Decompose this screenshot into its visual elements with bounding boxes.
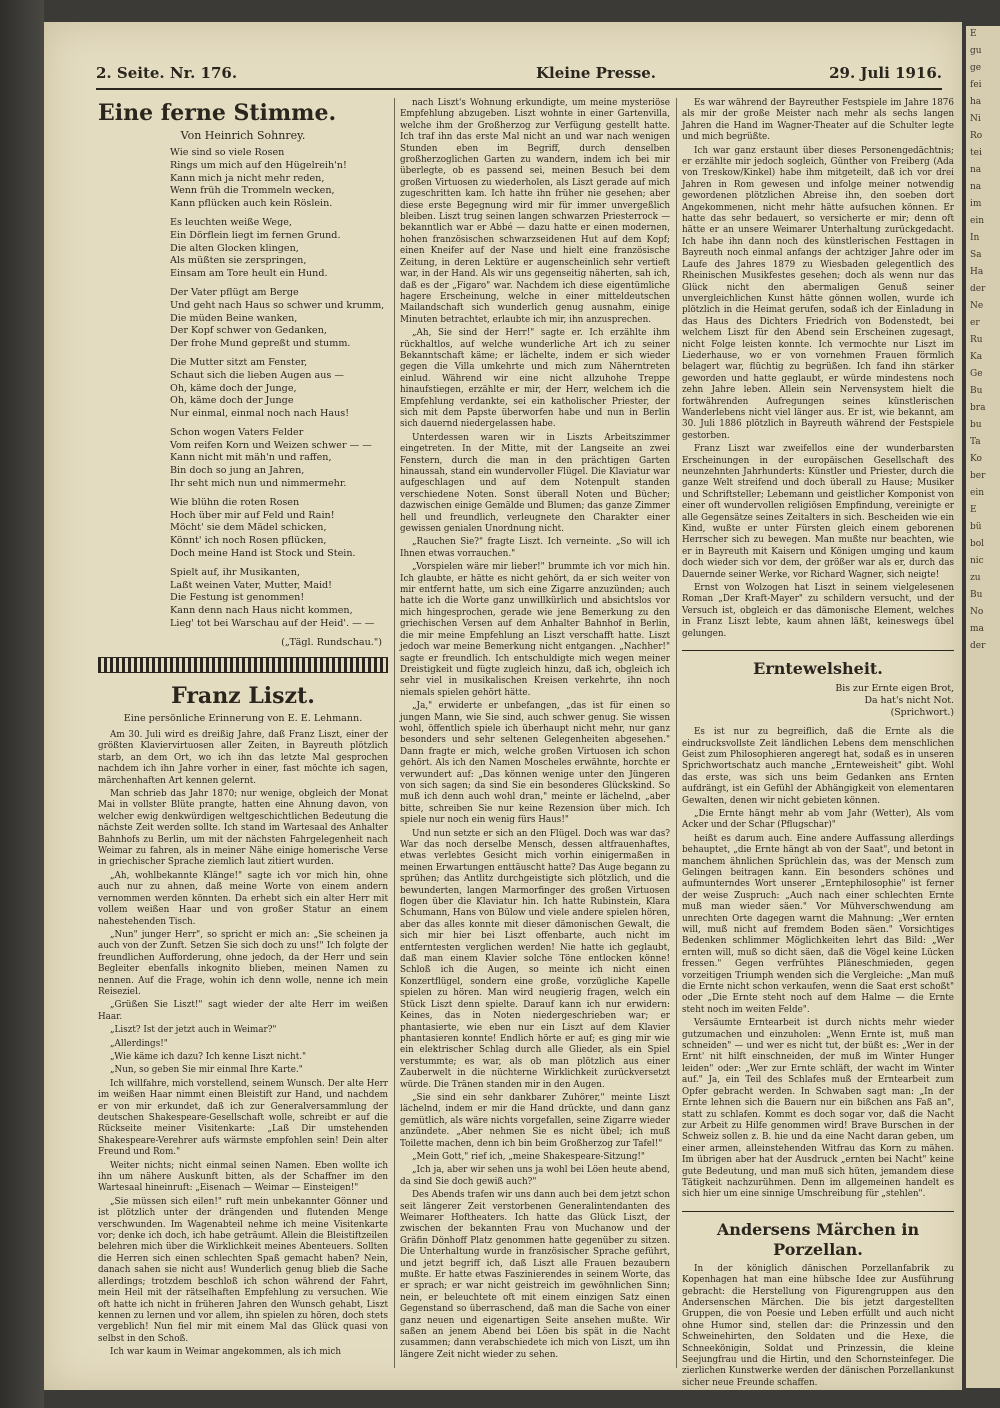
article-paragraph: Man schrieb das Jahr 1870; nur wenige, obgleich der Monat Mai in vollster Blüte prangte, hatten eine Ahnung davon, von welcher ewig denkwürdigen weltgeschichtlichen Bedeutung die nächste Zeit werden sollte. Ich stand im Wartesaal des Anhalter Bahnhofs zu Berlin, um mit der nächsten Fahrgelegenheit nach Weimar zu fahren, als in meiner Nähe einige homerische Verse in griechischer Sprache ziemlich laut zitiert wurden. xyxy=(98,789,388,868)
poem-line: Hoch über mir auf Feld und Rain! xyxy=(170,509,335,521)
adjacent-page-fragment: Ha xyxy=(970,267,984,277)
poem-line: Einsam am Tore heult ein Hund. xyxy=(170,267,328,279)
article-paragraph: „Ja," erwiderte er unbefangen, „das ist für einen so jungen Mann, wie Sie sind, auch schwer genug. Sie wissen wohl, öffentlich spiele ich überhaupt nicht mehr, nur ganz besonders und sehr seltenen Gelegenheiten abgesehen." Dann fragte er mich, welche großen Virtuosen ich schon gehört. Als ich den Namen Moscheles erwähnte, horchte er verwundert auf: „Das können wenige unter den Jüngeren von sich sagen; da sind Sie ein besonderes Glückskind. So muß ich denn auch wohl dran," meinte er lächelnd, „aber bitte, schreiben Sie nur keine Rezension über mich. Ich spiele nur noch ein wenig fürs Haus!" xyxy=(400,701,670,826)
poem-source: („Tägl. Rundschau.") xyxy=(281,637,382,649)
article-paragraph: „Rauchen Sie?" fragte Liszt. Ich verneinte. „So will ich Ihnen etwas vorrauchen." xyxy=(400,537,670,559)
article-paragraph: heißt es darum auch. Eine andere Auffassung allerdings behauptet, „die Ernte hängt ab von der Saat", und betont in manchem ähnlichen Sprüchlein das, was der Mensch zum Gelingen beitragen kann. Ein besonders schönes und aufmunterndes Wort unserer „Erntephilosophie" ist ferner der weise Zuspruch: „Auch nach einer schlechten Ernte muß man wieder säen." Vor Mühverschwendung am unrechten Orte dagegen warnt die Mahnung: „Wer ernten will, muß nicht auf fremdem Boden säen." Vorsichtiges Bedenken schlimmer Möglichkeiten lehrt das Bild: „Wer ernten will, muß so dicht säen, daß die Vögel keine Lücken fressen." Gegen verfrühtes Pläneschmieden, gegen vorzeitigen Triumph wenden sich die Vergleiche: „Man muß die Ernte nicht schon verkaufen, wenn die Saat erst schoßt" oder „Die Ernte steht noch auf dem Halme — die Ernte steht noch im weiten Felde". xyxy=(682,833,954,1015)
poem-line: Könnt' ich noch Rosen pflücken, xyxy=(170,535,327,547)
adjacent-page-fragment: Ne xyxy=(970,301,984,311)
poem-line: Kann nicht mit mäh'n und raffen, xyxy=(170,452,332,464)
poem-line: Möcht' sie dem Mädel schicken, xyxy=(170,522,327,534)
adjacent-page-fragment: Bu xyxy=(970,590,983,600)
poem-line: Kann denn nach Haus nicht kommen, xyxy=(170,605,353,616)
adjacent-page-fragment: Ge xyxy=(970,369,983,379)
adjacent-page-fragment: ge xyxy=(970,63,982,73)
adjacent-page-fragment: E xyxy=(970,505,977,515)
column-rule xyxy=(676,98,677,1368)
article-paragraph: „Allerdings!" xyxy=(110,1038,168,1049)
adjacent-page-fragment: Sa xyxy=(970,250,982,260)
ernte-motto xyxy=(682,683,954,719)
article-paragraph: „Nun, so geben Sie mir einmal Ihre Karte." xyxy=(110,1065,303,1076)
poem-line: Wenn früh die Trommeln wecken, xyxy=(170,185,335,197)
page-header xyxy=(96,58,942,90)
poem-line: Nur einmal, einmal noch nach Haus! xyxy=(170,407,350,419)
article-paragraph: „Wie käme ich dazu? Ich kenne Liszt nicht." xyxy=(110,1051,307,1062)
scan-margin xyxy=(0,0,44,1408)
article-paragraph: Am 30. Juli wird es dreißig Jahre, daß Franz Liszt, einer der größten Klaviervirtuosen aller Zeiten, in Bayreuth plötzlich starb, an dem Ort, wo ich ihn das letzte Mal gesprochen nachdem ich ihn Jahre vorher in einer, fast möchte ich sagen, märchenhaften Art kennen gelernt. xyxy=(98,730,388,786)
article-paragraph: Des Abends trafen wir uns dann auch bei dem jetzt schon seit längerer Zeit verstorbenen Generalintendanten des Weimarer Hoftheaters. Ich hatte das Glück Liszt, der zwischen der bekannten Frau von Muchanow und der Gräfin Dönhoff Platz genommen hatte gegenüber zu sitzen. Die Unterhaltung wurde in französischer Sprache geführt, und jetzt begriff ich, daß Liszt alle Frauen bezaubern mußte. Er hatte etwas Faszinierendes in seinem Worte, das er sprach; er war nicht geistreich im gewöhnlichen Sinn; nein, er beleuchtete oft mit einem einzigen Satz einen Gegenstand so überraschend, daß man die Sache von einer ganz neuen und eigenartigen Seite ansehen mußte. Wir saßen an jenem Abend bei Löen bis spät in die Nacht zusammen; dann verabschiedete ich mich von Liszt, um ihn längere Zeit nicht wieder zu sehen. xyxy=(400,1190,670,1360)
poem-line: Ihr seht mich nun und nimmermehr. xyxy=(170,477,347,489)
article-paragraph: Und nun setzte er sich an den Flügel. Doch was war das? War das noch derselbe Mensch, dessen altfrauenhaftes, etwas verlebtes Gesicht mich vorhin einigermaßen in meinen Erwartungen enttäuscht hatte? Das Auge begann zu sprühen; das Antlitz durchgeistigte sich plötzlich, und die bewunderten, langen Marmorfinger des großen Virtuosen flogen über die Klaviatur hin. Ich hatte Rubinstein, Klara Schumann, Hans von Bülow und viele andere spielen hören, aber das alles konnte mit dieser dämonischen Gewalt, die sich mir hier bei Liszt offenbarte, auch nicht im entferntesten verglichen werden! Nie hatte ich geglaubt, daß man einem Klavier solche Töne entlocken könne! Schloß ich die Augen, so meinte ich nicht einen Konzertflügel, sondern eine große, vorzügliche Kapelle spielen zu hören. Man wird neugierig fragen, welch ein Stück Liszt denn spielte. Darauf kann ich nur erwidern: Keines, das in Noten niedergeschrieben war; er phantasierte, wie eben nur ein Liszt auf dem Klavier phantasieren konnte! Endlich hörte er auf; es ging mir wie ein elektrischer Schlag durch alle Glieder, als ein Spiel verstummte; es war, als ob man plötzlich aus einer Zauberwelt in die nüchterne Wirklichkeit zurückversetzt würde. Die Tränen standen mir in den Augen. xyxy=(400,828,670,1090)
adjacent-page-fragment: tei xyxy=(970,148,982,158)
article-paragraph: „Sie müssen sich eilen!" ruft mein unbekannter Gönner und ist plötzlich unter der drängenden und flutenden Menge verschwunden. Im Wagenabteil nehme ich meine Visitenkarte vor; denke ich doch, ich habe geträumt. Allein die Bleistiftzeilen belehren mich über die Wirklichkeit meines Abenteuers. Sollten die Herren sich einen schlechten Spaß gemacht haben? Nein, danach sahen sie nicht aus! Wunderlich genug blieb die Sache allerdings; trotzdem beschloß ich schon während der Fahrt, mein Heil mit der rätselhaften Empfehlung zu versuchen. Wie oft hatte ich nicht in früheren Jahren den Wunsch gehabt, Liszt kennen zu lernen und vor allem, ihn spielen zu hören, doch stets vergeblich! Nun fiel mir mit einem Mal das Glück quasi von selbst in den Schoß. xyxy=(98,1196,388,1344)
adjacent-page-fragment: na xyxy=(970,182,982,192)
adjacent-page-fragment: No xyxy=(970,607,984,617)
adjacent-page-fragment: Ka xyxy=(970,352,983,362)
adjacent-page-fragment: bü xyxy=(970,522,982,532)
article-paragraph: Es war während der Bayreuther Festspiele im Jahre 1876 als mir der große Meister nach mehr als sechs langen Jahren die Hand im Wagner-Theater auf die Schulter legte und mich begrüßte. xyxy=(682,98,954,143)
adjacent-page-fragment: bra xyxy=(970,403,986,413)
article-title-ernte: Erntewelsheit. xyxy=(753,659,883,679)
article-paragraph: Es ist nur zu begreiflich, daß die Ernte als die eindrucksvollste Zeit ländlichen Lebens dem menschlichen Geist zum Philosophieren angeregt hat, sodaß es in unseren Sprichwortschatz auch manche „Ernteweisheit" gibt. Wohl das erste, was sich uns beim Gedanken ans Ernten aufdrängt, ist ein Gefühl der Abhängigkeit von elementaren Gewalten, denen wir nicht gebieten können. xyxy=(682,727,954,806)
article-paragraph: „Grüßen Sie Liszt!" sagt wieder der alte Herr im weißen Haar. xyxy=(98,1000,388,1022)
adjacent-page-fragment: ein xyxy=(970,488,985,498)
poem-line: Vom reifen Korn und Weizen schwer — — xyxy=(170,439,372,451)
adjacent-page-fragment: ha xyxy=(970,97,982,107)
ornamental-divider xyxy=(98,657,388,673)
article-paragraph: Ich war kaum in Weimar angekommen, als ich mich xyxy=(110,1347,342,1358)
adjacent-page-fragment: Ru xyxy=(970,335,983,345)
adjacent-page-fragment: Ni xyxy=(970,114,981,124)
poem-line: Die alten Glocken klingen, xyxy=(170,242,299,254)
poem-stanza xyxy=(170,147,388,210)
adjacent-page-fragment: Ta xyxy=(970,437,981,447)
column-2 xyxy=(400,98,670,1370)
column-rule xyxy=(394,98,395,1368)
andersen-text: In der königlich dänischen Porzellanfabrik zu Kopenhagen hat man eine hübsche Idee zur Ausführung gebracht: die Herstellung von Figurengruppen aus den Andersenschen Märchen. Die bis jetzt dargestellten Gruppen, die von Poesie und Leben erfüllt und auch nicht ohne Humor sind, stellen dar: die Prinzessin und den Schweinehirten, den Soldaten und die Hexe, die Schneekönigin, Soldat und Prinzessin, die kleine Seejungfrau und die Hirtin, und den Schornsteinfeger. Die zierlichen Kunstwerke werden der dänischen Porzellankunst sicher neue Freunde schaffen. xyxy=(682,1263,954,1388)
article-paragraph: „Ah, Sie sind der Herr!" sagte er. Ich erzählte ihm rückhaltlos, auf welche wunderliche Art ich zu seiner Bekanntschaft käme; er lächelte, indem er sich wieder gegen die Villa umkehrte und mich zum Näherntreten einlud. Während wir eine nicht allzuhohe Treppe hinaufstiegen, erzählte er mir, der Herr, welchem ich die Empfehlung verdankte, sei ein katholischer Priester, der sich mit dem Papste überworfen habe und nun in Berlin sich dauernd niedergelassen habe. xyxy=(400,328,670,430)
ernte-text xyxy=(682,727,954,1201)
poem-line: Die Festung ist genommen! xyxy=(170,592,305,604)
article-paragraph: Ich willfahre, mich vorstellend, seinem Wunsch. Der alte Herr im weißen Haar nimmt einen Bleistift zur Hand, und nachdem er von mir erkundet, daß ich zur Generalversammlung der deutschen Shakespeare-Gesellschaft wolle, schreibt er auf die Rückseite meiner Visitenkarte: „Laß Dir umstehenden Shakespeare-Verehrer aufs wärmste empfohlen sein! Dein alter Freund und Rom." xyxy=(98,1078,388,1158)
poem-line: Als müßten sie zerspringen, xyxy=(170,255,307,267)
newspaper-name: Kleine Presse. xyxy=(536,64,657,82)
poem-line: Die müden Beine wanken, xyxy=(170,312,298,324)
adjacent-page-fragment: ein xyxy=(970,216,985,226)
poem-stanza xyxy=(170,357,388,420)
article-paragraph: Ernst von Wolzogen hat Liszt in seinem vielgelesenen Roman „Der Kraft-Mayer" zu schildern versucht, und der Versuch ist, obgleich er das dämonische Element, welches in Franz Liszt lebte, kaum ahnen läßt, keineswegs übel gelungen. xyxy=(682,583,954,639)
motto-line: Da hat's nicht Not. xyxy=(864,695,954,707)
adjacent-page-fragment: Ro xyxy=(970,131,983,141)
poem-line: Die Mutter sitzt am Fenster, xyxy=(170,357,308,369)
column-3 xyxy=(682,98,954,1388)
issue-date: 29. Juli 1916. xyxy=(829,64,942,82)
adjacent-page-fragment: nic xyxy=(970,556,984,566)
poem-line: Spielt auf, ihr Musikanten, xyxy=(170,567,300,579)
poem-line: Rings um mich auf den Hügelreih'n! xyxy=(170,160,347,171)
adjacent-page-fragment: der xyxy=(970,641,986,651)
liszt-text-col1 xyxy=(98,730,388,1359)
adjacent-page-fragment: E xyxy=(970,29,977,39)
poem-title: Eine ferne Stimme. xyxy=(98,100,337,126)
article-paragraph: „Ich ja, aber wir sehen uns ja wohl bei Löen heute abend, da sind Sie doch gewiß auch?" xyxy=(400,1165,670,1187)
adjacent-page-fragment: bol xyxy=(970,539,985,549)
article-title-andersen: Andersens Märchen in Porzellan. xyxy=(716,1219,920,1259)
poem-line: Bin doch so jung an Jahren, xyxy=(170,465,305,477)
poem-line: Es leuchten weiße Wege, xyxy=(170,217,292,229)
adjacent-page-fragment: fei xyxy=(970,80,982,90)
article-paragraph: „Ah, wohlbekannte Klänge!" sagte ich vor mich hin, ohne auch nur zu ahnen, daß meine Worte von einem andern vernommen werden könnten. Da erhebt sich ein alter Herr mit vollem weißen Haar und von großer Statur an einem nahestehenden Tisch. xyxy=(98,870,388,927)
adjacent-page-fragment: der xyxy=(970,284,986,294)
poem-line: Laßt weinen Vater, Mutter, Maid! xyxy=(170,579,333,591)
poem-line: Ein Dörflein liegt im fernen Grund. xyxy=(170,229,341,241)
poem-line: Schon wogen Vaters Felder xyxy=(170,427,304,439)
article-paragraph: Versäumte Erntearbeit ist durch nichts mehr wieder gutzumachen und einzuholen: „Wenn Ernte ist, muß man schneiden" — und wer es nicht tut, der büßt es: „Wer in der Ernt' nit hilft einschneiden, der muß im Winter Hunger leiden" oder: „Wer zur Ernte schläft, der wacht im Winter auf." Ja, ein Teil des Schlafes muß der Erntearbeit zum Opfer gebracht werden. In Schwaben sagt man: „In der Ernte lehnen sich die Bauern nur ein bißchen ans Faß an", statt zu schlafen. Kommt es doch sogar vor, daß die Nacht zur Arbeit zu Hilfe genommen wird! Brave Burschen in der Schweiz sollen z. B. hie und da eine Nacht daran geben, um einer armen, alleinstehenden Witfrau das Korn zu mähen. Im übrigen aber hat der Ausdruck „ernten bei Nacht" keine gute Bedeutung, und man muß sich hüten, jemandem diese Tätigkeit nachzurühmen. Denn im allgemeinen handelt es sich hier um eine sinnige Umschreibung für „stehlen". xyxy=(682,1018,954,1200)
poem-line: Der frohe Mund gepreßt und stumm. xyxy=(170,337,351,349)
poem-line: Wie blühn die roten Rosen xyxy=(170,497,300,509)
article-subtitle-liszt: Eine persönliche Erinnerung von E. E. Lehmann. xyxy=(123,712,363,724)
poem-line: Der Kopf schwer von Gedanken, xyxy=(170,325,327,337)
poem-author: Von Heinrich Sohnrey. xyxy=(180,129,306,142)
adjacent-page-fragment: In xyxy=(970,233,980,243)
poem-line: Oh, käme doch der Junge, xyxy=(170,382,297,394)
poem-stanza xyxy=(170,427,388,490)
poem-stanza xyxy=(170,497,388,560)
article-paragraph: „Nun" junger Herr", so spricht er mich an: „Sie scheinen ja auch von der Zunft. Setzen Sie sich doch zu uns!" Ich folgte der freundlichen Aufforderung, ohne jedoch, da der Herr und sein Begleiter ebenfalls inkognito blieben, meinen Namen zu nennen. Auf die Frage, wohin ich denn wolle, nenne ich mein Reiseziel. xyxy=(98,929,388,997)
newspaper-page xyxy=(44,22,962,1390)
article-paragraph: „Vorspielen wäre mir lieber!" brummte ich vor mich hin. Ich glaubte, er hätte es nicht gehört, da er sich weiter von mir entfernt hatte, um sich eine Zigarre anzuzünden; auch hatte ich die Worte ganz unwillkürlich und absichtslos vor mich hingesprochen, gerade wie jene Bemerkung zu den griechischen Versen auf dem Anhalter Bahnhof in Berlin, die mir meine Empfehlung an Liszt verschafft hatte. Liszt jedoch war meine Bemerkung nicht entgangen. „Nachher!" sagte er freundlich. Ich entschuldigte mich wegen meiner Dreistigkeit und fügte zugleich hinzu, daß ich, obgleich ich sehr viel in musikalischen Kreisen verkehrte, ihn noch niemals spielen gehört hätte. xyxy=(400,562,670,698)
article-paragraph: Franz Liszt war zweifellos eine der wunderbarsten Erscheinungen in der europäischen Gesellschaft des neunzehnten Jahrhunderts: Künstler und Priester, durch die ganze Welt streifend und doch überall zu Hause; Musiker und Schriftsteller; Lebemann und geistlicher Komponist von einer oft wundervollen religiösen Empfindung, vereinigte er alle Gegensätze seines Zeitalters in sich. Bescheiden wie ein Kind, wußte er unter Fürsten gleich einem geborenen Herrscher sich zu bewegen. Man mußte nur beachten, wie er in Bayreuth mit Kaisern und Königen umging und kaum doch wieder sich vor dem, der größer war als er, durch das Dauernde seiner Werke, vor Richard Wagner, sich neigte! xyxy=(682,444,954,580)
article-paragraph: nach Liszt's Wohnung erkundigte, um meine mysteriöse Empfehlung abzugeben. Liszt wohnte in einer Gartenvilla, welche ihm der Großherzog zur Verfügung gestellt hatte. Ich traf ihn das erste Mal nicht an und war nach wenigen Stunden eben im Begriff, durch denselben großherzoglichen Garten zu wandern, indem ich bei mir überlegte, ob es passend sei, meinen Besuch bei dem großen Virtuosen zu wiederholen, als Liszt gerade auf mich zugeschritten kam. Ich hatte ihn früher nie gesehen; aber diese erste Begegnung wird mir für immer unvergeßlich bleiben. Liszt trug seinen langen schwarzen Priesterrock — bekanntlich war er Abbé — dazu hatte er einen modernen, hohen französischen schwarzseidenen Hut auf dem Kopf; einen Kneifer auf der Nase und hielt eine französische Zeitung, in deren Lektüre er augenscheinlich sehr vertieft war, in der Hand. Als wir uns gegenseitig näherten, sah ich, daß es der „Figaro" war. Nachdem ich diese eigentümliche hagere Erscheinung, welche in einer mitteldeutschen Mailandschaft sich wunderlich genug ausnahm, einige Minuten betrachtet, erlaubte ich mir, ihn anzusprechen. xyxy=(400,98,670,325)
poem-line: Doch meine Hand ist Stock und Stein. xyxy=(170,547,356,559)
poem-line: Wie sind so viele Rosen xyxy=(170,147,285,159)
article-paragraph: Ich war ganz erstaunt über dieses Personengedächtnis; er erzählte mir jedoch sogleich, Günther von Freiberg (Ada von Treskow/Kinkel) habe ihm mitgeteilt, daß ich vor drei Jahren in Rom gewesen und infolge meiner notwendig gewordenen plötzlichen Abreise ihn, den soeben dort Angekommenen, nicht mehr hätte aufsuchen können. Er hatte das sehr bedauert, so versicherte er mir; denn oft hätte er an unsere Weimarer Unterhaltung zurückgedacht. Ich habe ihn dann noch des künstlerischen Festtagen in Bayreuth noch einmal anfangs der achtziger Jahre oder im Laufe des Jahres 1879 zu Wiesbaden gelegentlich des Rheinischen Musikfestes gesehen; doch als wenn nur das Glück nicht den abermaligen Genuß seiner unvergleichlichen Kunst hätte gönnen wollen, wurde ich plötzlich in die Heimat gerufen, sodaß ich der Einladung in das Haus des Dichters Friedrich von Bodenstedt, bei welchem Liszt für den Abend sein Erscheinen zugesagt, nicht Folge leisten konnte. Ich vermochte nur Liszt im Liederhause, wo er von vornehmen Frauen förmlich belagert war, flüchtig zu begrüßen. Ich fand ihn stärker geworden und hatte geglaubt, er würde mindestens noch zehn Jahre leben. Allein sein Nervensystem hielt die fortwährenden Aufregungen seines künstlerischen Wanderlebens nicht viel länger aus. Er ist, wie bekannt, am 30. Juli 1886 plötzlich in Bayreuth während der Festspiele gestorben. xyxy=(682,145,954,441)
poem-line: Und geht nach Haus so schwer und krumm, xyxy=(170,299,385,311)
adjacent-page-fragment: Ko xyxy=(970,454,982,464)
poem-line: Der Vater pflügt am Berge xyxy=(170,287,299,299)
article-title-liszt: Franz Liszt. xyxy=(171,682,315,709)
adjacent-page-fragment: bu xyxy=(970,420,982,430)
adjacent-page-fragment: gu xyxy=(970,46,982,56)
adjacent-page-fragment: er xyxy=(970,318,980,328)
section-divider xyxy=(682,1211,954,1212)
column-1 xyxy=(98,98,388,1370)
poem-line: Oh, käme doch der Junge xyxy=(170,395,294,407)
poem-body xyxy=(98,147,388,630)
article-paragraph: „Sie sind ein sehr dankbarer Zuhörer," meinte Liszt lächelnd, indem er mir die Hand drückte, und dann ganz gemütlich, als wäre nichts vorgefallen, seine Zigarre wieder anzündete. „Aber nehmen Sie es nicht übel; ich muß Toilette machen, denn ich bin beim Großherzog zur Tafel!" xyxy=(400,1092,670,1149)
page-number: 2. Seite. Nr. 176. xyxy=(96,64,238,82)
adjacent-page-fragment: Bu xyxy=(970,386,983,396)
poem-line: Kann mich ja nicht mehr reden, xyxy=(170,172,325,184)
motto-line: Bis zur Ernte eigen Brot, xyxy=(835,683,954,695)
adjacent-page-fragment: zu xyxy=(970,573,981,583)
poem-stanza xyxy=(170,567,388,630)
liszt-text-col3 xyxy=(682,98,954,640)
poem-line: Schaut sich die lieben Augen aus — xyxy=(170,369,344,381)
liszt-text-col2 xyxy=(400,98,670,1361)
poem-stanza xyxy=(170,217,388,280)
adjacent-page-edge xyxy=(966,26,1000,1388)
article-paragraph: „Die Ernte hängt mehr ab vom Jahr (Wetter), Als vom Acker und der Schar (Pflugschar)" xyxy=(682,808,954,831)
article-paragraph: „Mein Gott," rief ich, „meine Shakespeare-Sitzung!" xyxy=(412,1151,645,1162)
adjacent-page-fragment: ma xyxy=(970,624,984,634)
poem-stanza xyxy=(170,287,388,350)
adjacent-page-fragment: na xyxy=(970,165,982,175)
article-paragraph: Unterdessen waren wir in Liszts Arbeitszimmer eingetreten. In der Mitte, mit der Langseite an zwei Fenstern, durch die man in den prächtigen Garten hinaussah, stand ein wundervoller Flügel. Die Klaviatur war aufgeschlagen und auf dem Notenpult standen verschiedene Noten. Sonst überall Noten und Bücher; dazwischen einige Gemälde und Blumen; das ganze Zimmer hell und freundlich, verleugnete den Charakter einer gewissen genialen Unordnung nicht. xyxy=(400,432,670,535)
poem-line: Lieg' tot bei Warschau auf der Heid'. — — xyxy=(170,617,375,629)
motto-line: (Sprichwort.) xyxy=(890,707,954,719)
article-paragraph: „Liszt? Ist der jetzt auch in Weimar?" xyxy=(110,1025,277,1036)
poem-line: Kann pflücken auch kein Röslein. xyxy=(170,197,333,209)
section-divider xyxy=(682,650,954,651)
article-paragraph: Weiter nichts; nicht einmal seinen Namen. Eben wollte ich ihn um nähere Auskunft bitten, als der Schaffner im den Wartesaal hineinruft: „Eisenach — Weimar — Einsteigen!" xyxy=(98,1160,388,1194)
adjacent-page-fragment: ber xyxy=(970,471,986,481)
adjacent-page-fragment: im xyxy=(970,199,982,209)
